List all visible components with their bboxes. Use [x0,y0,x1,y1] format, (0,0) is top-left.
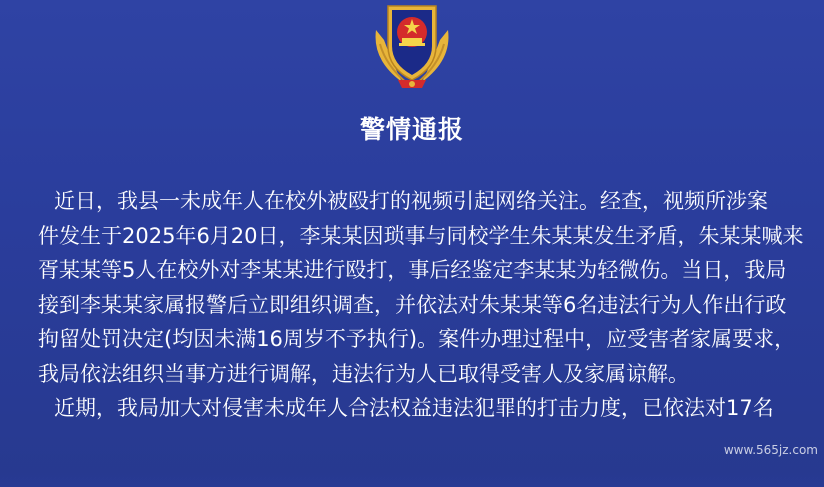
watermark-text: www.565jz.com [723,443,818,457]
body-line: 我局依法组织当事方进行调解，违法行为人已取得受害人及家属谅解。 [38,361,689,386]
page-title: 警情通报 [359,115,464,144]
bottom-fade [0,469,824,487]
body-line: 近日，我县一未成年人在校外被殴打的视频引起网络关注。经查，视频所涉案 [54,189,768,213]
body-line: 接到李某某家属报警后立即组织调查，并依法对朱某某等6名违法行为人作出行政 [38,292,787,317]
body-line: 件发生于2025年6月20日，李某某因琐事与同校学生朱某某发生矛盾，朱某某喊来 [38,223,804,248]
police-emblem-icon [362,0,462,92]
body-line: 近期，我局加大对侵害未成年人合法权益违法犯罪的打击力度，已依法对17名 [54,396,774,420]
body-line: 拘留处罚决定(均因未满16周岁不予执行)。案件办理过程中，应受害者家属要求， [38,327,796,351]
bulletin-body [38,184,824,426]
body-line: 胥某某等5人在校外对李某某进行殴打，事后经鉴定李某某为轻微伤。当日，我局 [38,258,787,282]
